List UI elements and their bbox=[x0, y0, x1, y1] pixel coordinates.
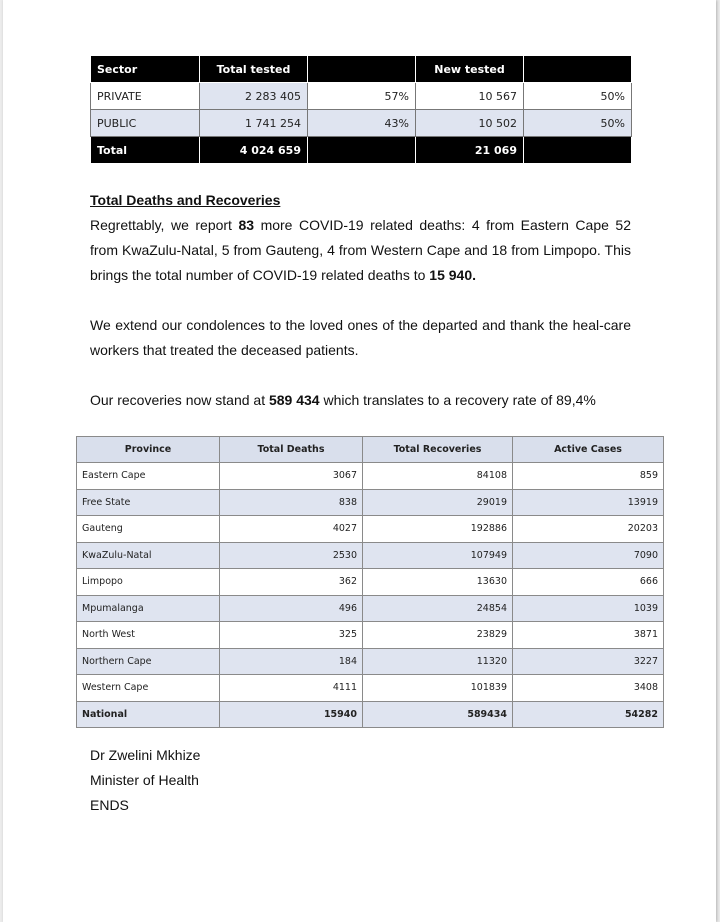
minister-name: Dr Zwelini Mkhize bbox=[90, 747, 201, 763]
total-tested-pct: 57% bbox=[308, 83, 416, 110]
new-deaths-count: 83 bbox=[238, 217, 255, 233]
recoveries-paragraph bbox=[90, 388, 631, 413]
active-cases-value: 7090 bbox=[513, 542, 664, 569]
table-row bbox=[77, 675, 664, 702]
total-tested-sum: 4 024 659 bbox=[200, 137, 308, 164]
recoveries-value: 84108 bbox=[363, 463, 513, 490]
table-row bbox=[77, 569, 664, 596]
total-empty-cell bbox=[308, 137, 416, 164]
national-row bbox=[77, 701, 664, 728]
active-cases-value: 666 bbox=[513, 569, 664, 596]
recoveries-value: 13630 bbox=[363, 569, 513, 596]
header-empty-1 bbox=[308, 56, 416, 83]
header-active-cases: Active Cases bbox=[513, 437, 664, 463]
national-label: National bbox=[77, 701, 220, 728]
table-row bbox=[77, 542, 664, 569]
recoveries-value: 11320 bbox=[363, 648, 513, 675]
section-heading: Total Deaths and Recoveries bbox=[90, 192, 281, 208]
ends-marker: ENDS bbox=[90, 797, 129, 813]
sector-name: PRIVATE bbox=[91, 83, 200, 110]
total-label: Total bbox=[91, 137, 200, 164]
province-table-header bbox=[77, 437, 664, 463]
header-province: Province bbox=[77, 437, 220, 463]
national-deaths: 15940 bbox=[220, 701, 363, 728]
table-row bbox=[77, 463, 664, 490]
header-new-tested: New tested bbox=[416, 56, 524, 83]
recoveries-count: 589 434 bbox=[268, 392, 320, 408]
table-row bbox=[77, 489, 664, 516]
deaths-value: 362 bbox=[220, 569, 363, 596]
new-tested-pct: 50% bbox=[524, 83, 632, 110]
deaths-value: 496 bbox=[220, 595, 363, 622]
deaths-text-1: Regrettably, we report bbox=[90, 217, 239, 233]
sector-total-row bbox=[91, 137, 632, 164]
total-empty-cell bbox=[524, 137, 632, 164]
sector-testing-table bbox=[90, 55, 632, 164]
deaths-value: 2530 bbox=[220, 542, 363, 569]
new-tested-value: 10 567 bbox=[416, 83, 524, 110]
recoveries-value: 192886 bbox=[363, 516, 513, 543]
province-name: Eastern Cape bbox=[77, 463, 220, 490]
recoveries-text-2: which translates to a recovery rate of 89,4% bbox=[319, 392, 596, 408]
deaths-value: 325 bbox=[220, 622, 363, 649]
condolences-paragraph: We extend our condolences to the loved ones of the departed and thank the heal-care workers that treated the deceased patients. bbox=[90, 317, 631, 358]
new-tested-value: 10 502 bbox=[416, 110, 524, 137]
table-row bbox=[77, 622, 664, 649]
active-cases-value: 3871 bbox=[513, 622, 664, 649]
active-cases-value: 13919 bbox=[513, 489, 664, 516]
province-name: Free State bbox=[77, 489, 220, 516]
header-total-tested: Total tested bbox=[200, 56, 308, 83]
recoveries-value: 29019 bbox=[363, 489, 513, 516]
province-name: Mpumalanga bbox=[77, 595, 220, 622]
province-name: KwaZulu-Natal bbox=[77, 542, 220, 569]
header-total-deaths: Total Deaths bbox=[220, 437, 363, 463]
deaths-value: 838 bbox=[220, 489, 363, 516]
table-row bbox=[91, 110, 632, 137]
province-name: Gauteng bbox=[77, 516, 220, 543]
active-cases-value: 859 bbox=[513, 463, 664, 490]
active-cases-value: 3227 bbox=[513, 648, 664, 675]
deaths-paragraph bbox=[90, 213, 631, 288]
national-active: 54282 bbox=[513, 701, 664, 728]
deaths-value: 4027 bbox=[220, 516, 363, 543]
signature-block bbox=[90, 743, 200, 818]
recoveries-value: 23829 bbox=[363, 622, 513, 649]
table-row bbox=[77, 595, 664, 622]
province-name: Limpopo bbox=[77, 569, 220, 596]
recoveries-text-1: Our recoveries now stand at bbox=[90, 392, 269, 408]
total-tested-value: 1 741 254 bbox=[200, 110, 308, 137]
table-row bbox=[77, 516, 664, 543]
active-cases-value: 3408 bbox=[513, 675, 664, 702]
new-tested-pct: 50% bbox=[524, 110, 632, 137]
province-table-body bbox=[77, 463, 664, 702]
table-row bbox=[77, 648, 664, 675]
header-sector: Sector bbox=[91, 56, 200, 83]
deaths-value: 3067 bbox=[220, 463, 363, 490]
total-deaths-count: 15 940. bbox=[429, 267, 477, 283]
deaths-value: 184 bbox=[220, 648, 363, 675]
header-total-recoveries: Total Recoveries bbox=[363, 437, 513, 463]
total-tested-pct: 43% bbox=[308, 110, 416, 137]
minister-title: Minister of Health bbox=[90, 772, 199, 788]
deaths-text-2: more COVID-19 related deaths: 4 from Eastern Cape 52 from KwaZulu-Natal, 5 from Gauteng, 4 from Western Cape and 18 from Limpopo. This brings the total number of COVID-19 related deaths to bbox=[90, 217, 631, 283]
total-tested-value: 2 283 405 bbox=[200, 83, 308, 110]
active-cases-value: 1039 bbox=[513, 595, 664, 622]
header-empty-2 bbox=[524, 56, 632, 83]
deaths-value: 4111 bbox=[220, 675, 363, 702]
recoveries-value: 107949 bbox=[363, 542, 513, 569]
province-name: Western Cape bbox=[77, 675, 220, 702]
table-row bbox=[91, 83, 632, 110]
active-cases-value: 20203 bbox=[513, 516, 664, 543]
province-name: Northern Cape bbox=[77, 648, 220, 675]
province-table bbox=[76, 436, 664, 728]
new-tested-sum: 21 069 bbox=[416, 137, 524, 164]
national-recoveries: 589434 bbox=[363, 701, 513, 728]
sector-table-header bbox=[91, 56, 632, 83]
recoveries-value: 24854 bbox=[363, 595, 513, 622]
province-name: North West bbox=[77, 622, 220, 649]
sector-name: PUBLIC bbox=[91, 110, 200, 137]
recoveries-value: 101839 bbox=[363, 675, 513, 702]
